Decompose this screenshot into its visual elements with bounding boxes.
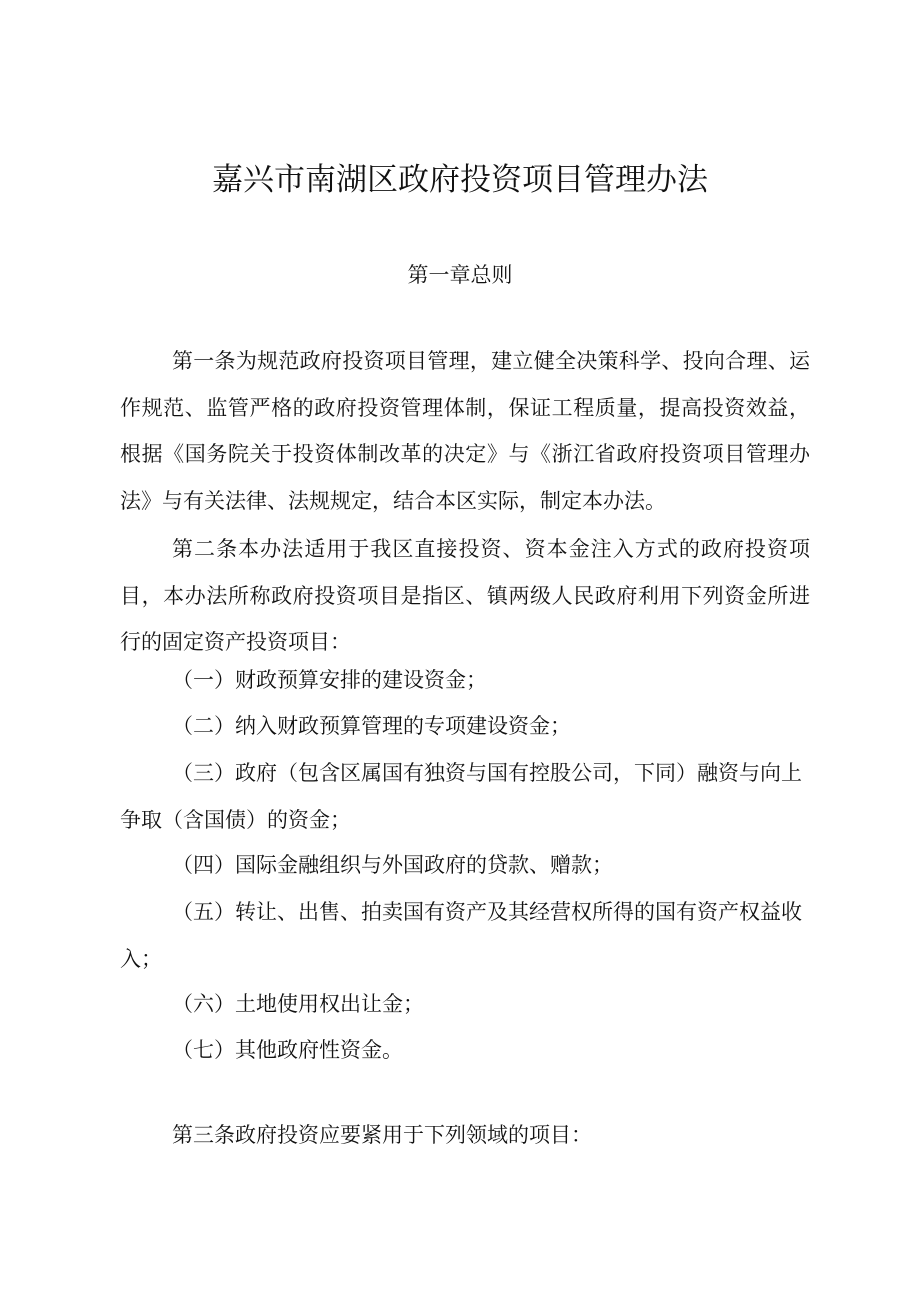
chapter-heading: 第一章总则 [407, 263, 513, 287]
document-title: 嘉兴市南湖区政府投资项目管理办法 [212, 162, 708, 198]
fund-item-7: （七）其他政府性资金。 [172, 1038, 403, 1062]
article-1-paragraph: 第一条为规范政府投资项目管理，建立健全决策科学、投向合理、运作规范、监管严格的政府投资管理体制，保证工程质量，提高投资效益，根据《国务院关于投资体制改革的决定》与《浙江省政府投资项目管理办法》与有关法律、法规规定，结合本区实际，制定本办法。 [120, 349, 810, 513]
fund-item-4: （四）国际金融组织与外国政府的贷款、赠款； [172, 853, 613, 877]
fund-item-3: （三）政府（包含区属国有独资与国有控股公司，下同）融资与向上争取（含国债）的资金； [120, 761, 802, 832]
fund-item-1: （一）财政预算安排的建设资金； [172, 668, 487, 692]
fund-item-6: （六）土地使用权出让金； [172, 992, 424, 1016]
fund-item-5: （五）转让、出售、拍卖国有资产及其经营权所得的国有资产权益收入； [120, 900, 802, 971]
fund-item-2: （二）纳入财政预算管理的专项建设资金； [172, 714, 571, 738]
article-3-paragraph: 第三条政府投资应要紧用于下列领域的项目： [172, 1123, 592, 1147]
article-2-paragraph: 第二条本办法适用于我区直接投资、资本金注入方式的政府投资项目，本办法所称政府投资项目是指区、镇两级人民政府利用下列资金所进行的固定资产投资项目： [120, 537, 810, 654]
